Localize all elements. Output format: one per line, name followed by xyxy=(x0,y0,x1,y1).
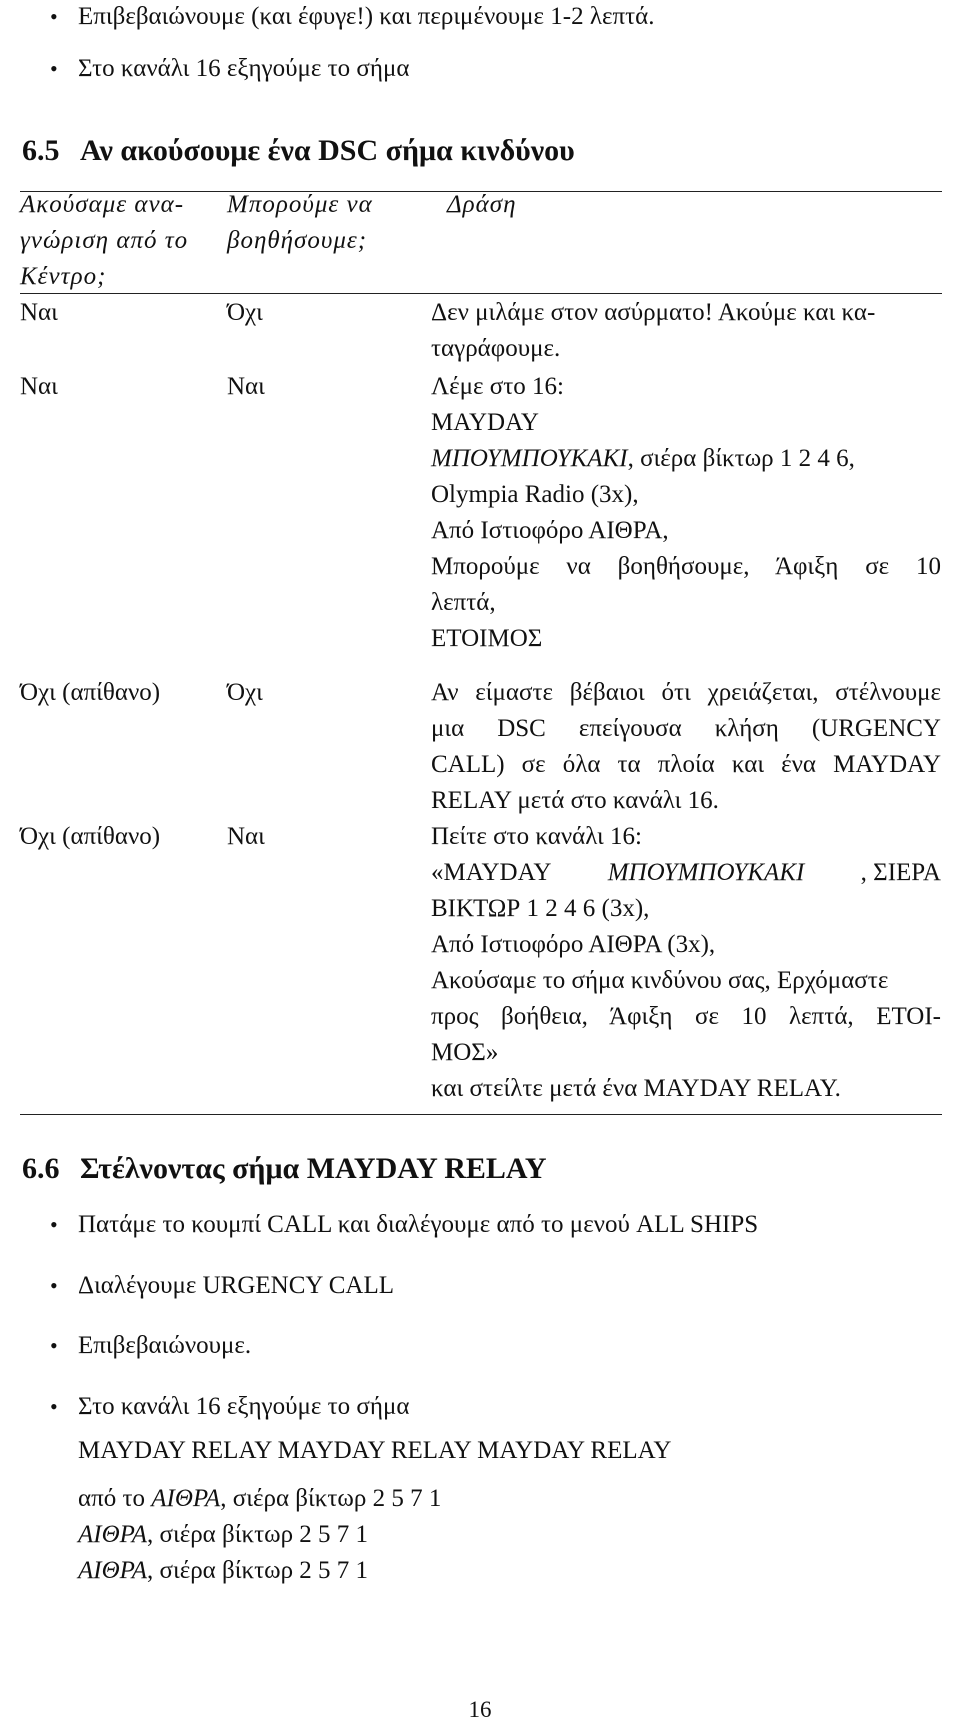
vessel-name: ΑΙΘΡΑ xyxy=(78,1557,147,1584)
list-item: • Πατάμε το κουμπί CALL και διαλέγουμε από το μενού ALL SHIPS xyxy=(50,1210,758,1240)
header-received-ack: Ακούσαμε ανα- γνώριση από το Κέντρο; xyxy=(20,191,189,290)
table-row-3-action: Αν είμαστε βέβαιοι ότι χρειάζεται, στέλνουμε μια DSC επείγουσα κλήση (URGENCY CALL) σε όλα τα πλοία και ένα MAYDAY RELAY μετά στο κανάλι 16. xyxy=(431,679,941,814)
table-row-2-col2: Ναι xyxy=(227,373,265,400)
list-item: • Επιβεβαιώνουμε (και έφυγε!) και περιμένουμε 1-2 λεπτά. xyxy=(50,2,655,32)
table-bottom-rule xyxy=(20,1114,942,1115)
list-item: • Διαλέγουμε URGENCY CALL xyxy=(50,1271,758,1301)
top-bullet-list xyxy=(50,2,655,84)
table-row-3-col2: Όχι xyxy=(227,679,263,706)
section-heading-6-6 xyxy=(22,1151,546,1187)
table-row-4-action: Πείτε στο κανάλι 16: «MAYDAY ΜΠΟΥΜΠΟΥΚΑΚΙ , ΣΙΕΡΑ ΒΙΚΤΩΡ 1 2 4 6 (3x), Από Ιστιοφόρο ΑΙΘΡΑ (3x), Ακούσαμε το σήμα κινδύνου σας, Ερχόμαστε προς βοήθεια, Άφιξη σε 10 λεπτά, ΕΤΟΙ- ΜΟΣ» και στείλτε μετά ένα MAYDAY RELAY. xyxy=(431,823,941,1102)
bottom-bullet-list xyxy=(50,1210,758,1422)
section-title: Στέλνοντας σήμα MAYDAY RELAY xyxy=(80,1152,547,1185)
list-item: • Στο κανάλι 16 εξηγούμε το σήμα xyxy=(50,54,655,84)
section-number: 6.6 xyxy=(22,1152,60,1185)
table-row-4-col2: Ναι xyxy=(227,823,265,850)
list-item: • Επιβεβαιώνουμε. xyxy=(50,1331,758,1361)
relay-callsign-line: ΑΙΘΡΑ, σιέρα βίκτωρ 2 5 7 1 xyxy=(78,1557,369,1584)
header-action: Δράση xyxy=(447,191,517,218)
table-row-1-action: Δεν μιλάμε στον ασύρματο! Ακούμε και κα- ταγράφουμε. xyxy=(431,299,876,362)
relay-callsign-line: ΑΙΘΡΑ, σιέρα βίκτωρ 2 5 7 1 xyxy=(78,1521,369,1548)
table-row-4-col1: Όχι (απίθανο) xyxy=(20,823,161,850)
table-row-1-col1: Ναι xyxy=(20,299,58,326)
mayday-relay-repeat: MAYDAY RELAY MAYDAY RELAY MAYDAY RELAY xyxy=(78,1437,672,1464)
table-row-1-col2: Όχι xyxy=(227,299,263,326)
page-number: 16 xyxy=(468,1697,492,1722)
header-rule xyxy=(20,293,942,294)
section-heading-6-5 xyxy=(22,133,575,169)
table-row-2-action: Λέμε στο 16: MAYDAY ΜΠΟΥΜΠΟΥΚΑΚΙ, σιέρα βίκτωρ 1 2 4 6, Olympia Radio (3x), Από Ιστιοφόρο ΑΙΘΡΑ, Μπορούμε να βοηθήσουμε, Άφιξη σε 10 λεπτά, ΕΤΟΙΜΟΣ xyxy=(431,373,941,652)
vessel-name: ΜΠΟΥΜΠΟΥΚΑΚΙ xyxy=(607,859,805,886)
vessel-name: ΑΙΘΡΑ xyxy=(78,1521,147,1548)
header-can-help: Μπορούμε να βοηθήσουμε; xyxy=(227,191,373,254)
list-item: • Στο κανάλι 16 εξηγούμε το σήμα xyxy=(50,1392,758,1422)
vessel-name: ΑΙΘΡΑ xyxy=(151,1485,221,1512)
relay-from-line: από το ΑΙΘΡΑ, σιέρα βίκτωρ 2 5 7 1 xyxy=(78,1485,442,1512)
vessel-name: ΜΠΟΥΜΠΟΥΚΑΚΙ xyxy=(431,445,628,472)
table-row-3-col1: Όχι (απίθανο) xyxy=(20,679,161,706)
section-number: 6.5 xyxy=(22,134,60,167)
table-row-2-col1: Ναι xyxy=(20,373,58,400)
section-title: Αν ακούσουμε ένα DSC σήμα κινδύνου xyxy=(80,134,575,167)
